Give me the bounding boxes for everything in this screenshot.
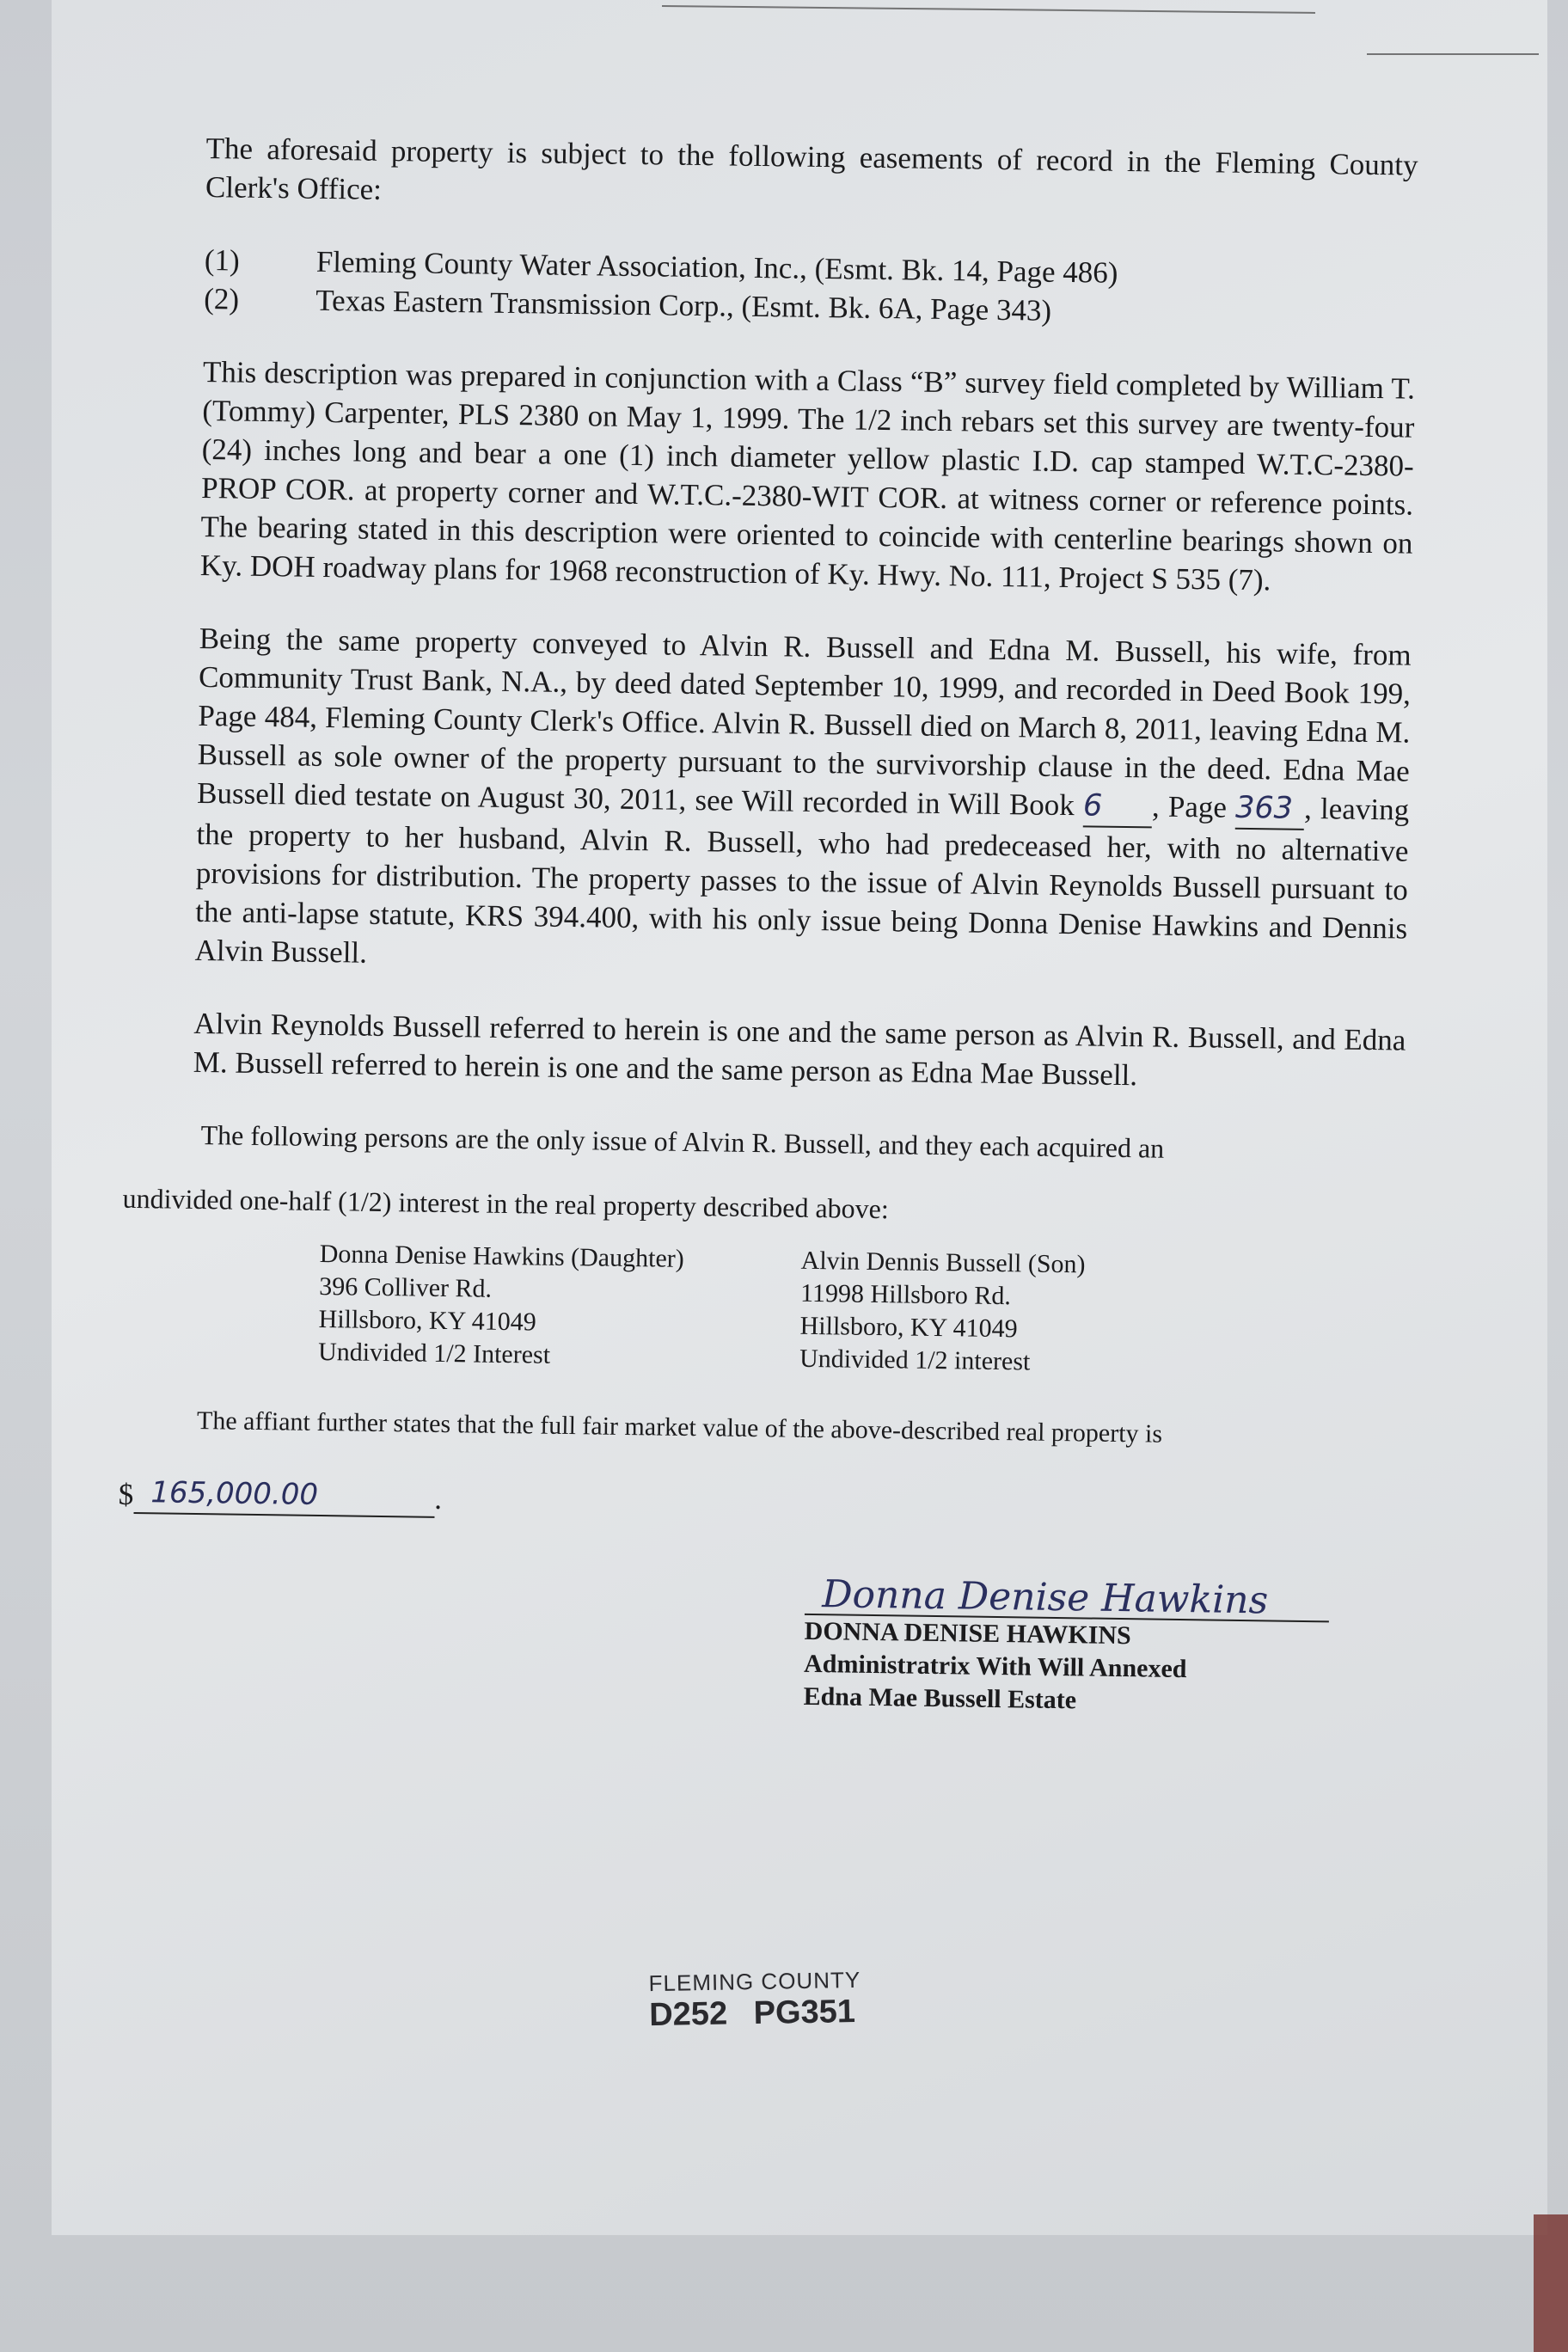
heirs-block — [318, 1238, 1403, 1384]
page-edge-line — [1367, 53, 1539, 55]
same-person-paragraph: Alvin Reynolds Bussell referred to herein is one and the same person as Alvin R. Bussell, and Edna M. Bussell referred to herein is one and the same person as Edna Mae Bussell. — [193, 1006, 1406, 1093]
heir-name: Alvin Dennis Bussell (Son) — [800, 1246, 1086, 1279]
market-value: 165,000.00 — [133, 1473, 435, 1518]
survey-description: This description was prepared in conjunction with a Class “B” survey field completed by William T. (Tommy) Carpenter, PLS 2380 on May 1, 1999. The 1/2 inch rebars set this survey are twenty-four (24) inches long and bear a one (1) inch diameter yellow plastic I.D. cap stamped W.T.C-2380-PROP COR. at property corner and W.T.C.-2380-WIT COR. at witness corner or reference points. The bearing stated in this description were oriented to coincide with centerline bearings shown on Ky. DOH roadway plans for 1968 reconstruction of Ky. Hwy. No. 111, Project S 535 (7). — [199, 354, 1416, 597]
heir-address: 396 Colliver Rd. — [318, 1271, 493, 1303]
heir-son — [799, 1245, 1283, 1382]
easement-text: Texas Eastern Transmission Corp., (Esmt. Bk. 6A, Page 343) — [315, 283, 1052, 328]
affiant-statement: The affiant further states that the full fair market value of the above-described real property is — [196, 1406, 1163, 1449]
market-value-line — [119, 1473, 1400, 1532]
value-prefix: $ — [118, 1477, 134, 1511]
handwritten-signature: Donna Denise Hawkins — [805, 1575, 1330, 1623]
signer-title: Administratrix With Will Annexed — [803, 1649, 1187, 1684]
easements-list — [204, 241, 1417, 335]
easement-text: Fleming County Water Association, Inc., (Esmt. Bk. 14, Page 486) — [315, 244, 1118, 290]
conveyance-paragraph — [194, 619, 1412, 987]
heir-city: Hillsboro, KY 41049 — [799, 1311, 1018, 1344]
issue-line-2: undivided one-half (1/2) interest in the real property described above: — [122, 1182, 890, 1225]
easement-number: (1) — [204, 242, 240, 278]
will-book-fill: 6 — [1083, 787, 1153, 828]
easement-number: (2) — [203, 281, 240, 316]
heir-daughter — [318, 1238, 801, 1375]
signature-block — [803, 1572, 1329, 1721]
recording-stamp — [648, 1967, 861, 2034]
stamp-reference — [649, 1994, 861, 2034]
page-edge-line — [662, 5, 1315, 14]
heir-interest: Undivided 1/2 Interest — [317, 1337, 551, 1369]
page-label: , Page — [1151, 789, 1228, 824]
heir-name: Donna Denise Hawkins (Daughter) — [319, 1239, 684, 1273]
issue-line-1: The following persons are the only issue of Alvin R. Bussell, and they each acquired an — [200, 1119, 1165, 1164]
conveyance-text-continued: , leaving the property to her husband, Alvin R. Bussell, who had predeceased her, with no alternative provisions for distribution. The property passes to the issue of Alvin Reynolds Bussell pursuant to the anti-lapse statute, KRS 394.400, with his only issue being Donna Denise Hawkins and Dennis Alvin Bussell. — [194, 791, 1410, 970]
heir-city: Hillsboro, KY 41049 — [318, 1304, 536, 1337]
stamp-county: FLEMING COUNTY — [648, 1966, 861, 1997]
will-page-fill: 363 — [1235, 789, 1305, 830]
document-body — [118, 129, 1418, 1722]
stamp-page: PG351 — [753, 1993, 856, 2032]
page-corner-decoration — [1534, 2214, 1568, 2352]
signer-name: DONNA DENISE HAWKINS — [804, 1616, 1131, 1651]
easements-intro: The aforesaid property is subject to the following easements of record in the Fleming County Clerk's Office: — [205, 131, 1418, 206]
stamp-deed: D252 — [648, 1995, 728, 2034]
document-page — [52, 0, 1547, 2235]
signer-estate: Edna Mae Bussell Estate — [803, 1681, 1077, 1715]
heir-address: 11998 Hillsboro Rd. — [799, 1278, 1012, 1311]
value-suffix: . — [434, 1481, 443, 1516]
heir-interest: Undivided 1/2 interest — [799, 1344, 1031, 1376]
conveyance-text: Being the same property conveyed to Alvin R. Bussell and Edna M. Bussell, his wife, from Community Trust Bank, N.A., by deed dated September 10, 1999, and recorded in Deed Book 199, Page 484, Fleming County Clerk's Office. Alvin R. Bussell died on March 8, 2011, leaving Edna M. Bussell as sole owner of the property pursuant to the survivorship clause in the deed. Edna Mae Bussell died testate on August 30, 2011, see Will recorded in Will Book — [196, 621, 1412, 823]
